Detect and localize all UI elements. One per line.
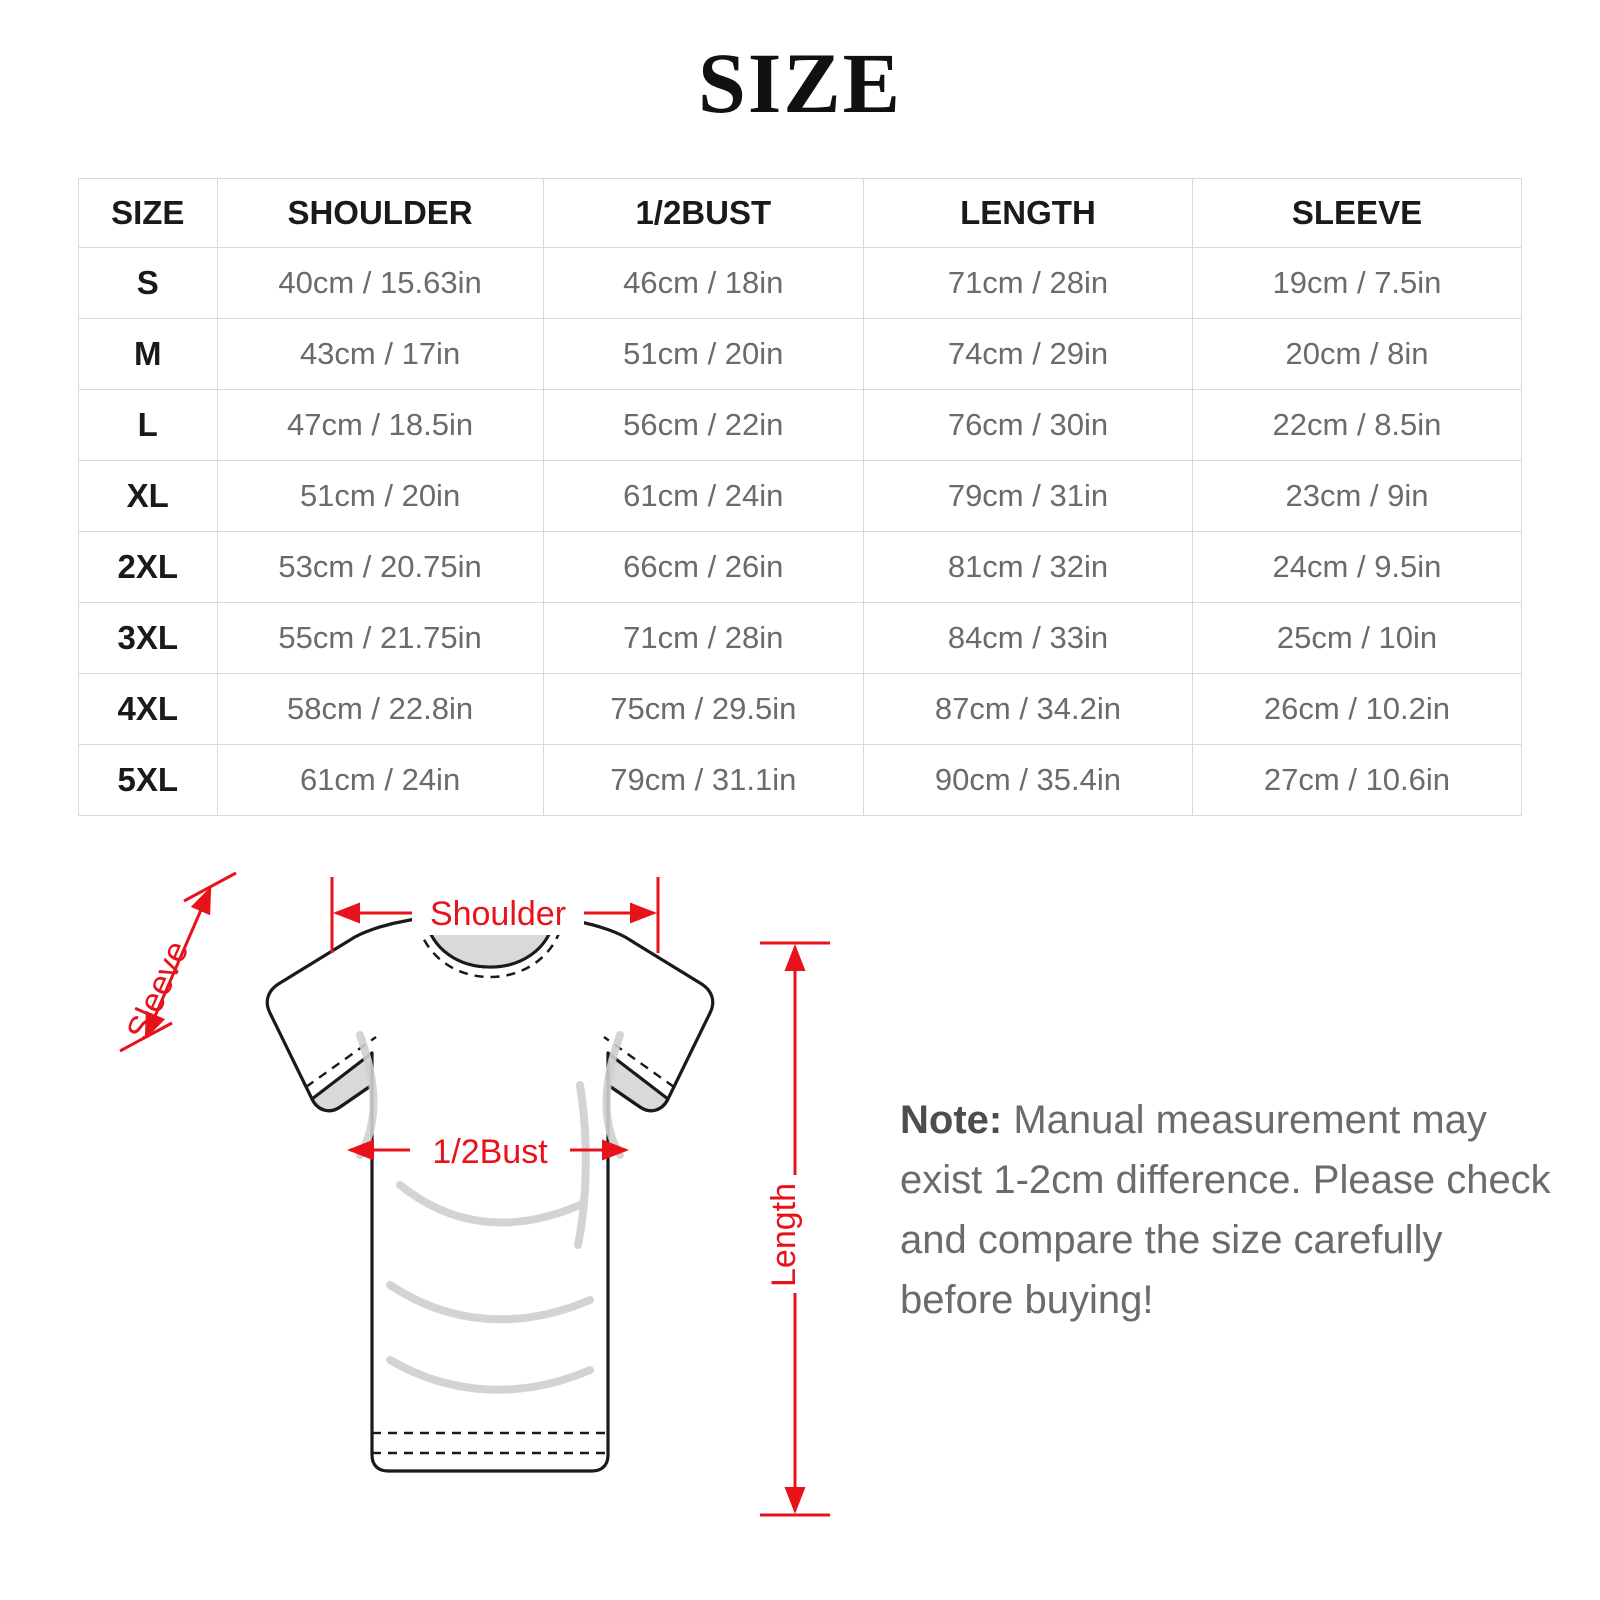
measurement-note (900, 1090, 1560, 1330)
sleeve-label: Sleeve (119, 935, 197, 1046)
cell-sleeve: 24cm / 9.5in (1192, 532, 1521, 603)
measurement-diagram (60, 855, 880, 1555)
table-row (79, 461, 1522, 532)
cell-size: 5XL (79, 745, 218, 816)
cell-bust: 46cm / 18in (543, 248, 863, 319)
cell-shoulder: 40cm / 15.63in (217, 248, 543, 319)
table-header-row (79, 179, 1522, 248)
cell-sleeve: 26cm / 10.2in (1192, 674, 1521, 745)
column-header-size: SIZE (79, 179, 218, 248)
cell-sleeve: 23cm / 9in (1192, 461, 1521, 532)
cell-size: M (79, 319, 218, 390)
cell-bust: 71cm / 28in (543, 603, 863, 674)
cell-size: XL (79, 461, 218, 532)
cell-bust: 75cm / 29.5in (543, 674, 863, 745)
cell-shoulder: 47cm / 18.5in (217, 390, 543, 461)
cell-sleeve: 20cm / 8in (1192, 319, 1521, 390)
cell-sleeve: 27cm / 10.6in (1192, 745, 1521, 816)
cell-length: 79cm / 31in (863, 461, 1192, 532)
cell-shoulder: 58cm / 22.8in (217, 674, 543, 745)
cell-sleeve: 19cm / 7.5in (1192, 248, 1521, 319)
column-header-length: LENGTH (863, 179, 1192, 248)
column-header-shoulder: SHOULDER (217, 179, 543, 248)
cell-length: 81cm / 32in (863, 532, 1192, 603)
note-text: Manual measurement may exist 1-2cm difference. Please check and compare the size carefully before buying! (900, 1098, 1551, 1322)
bust-label: 1/2Bust (432, 1133, 548, 1171)
cell-shoulder: 43cm / 17in (217, 319, 543, 390)
table-row (79, 390, 1522, 461)
length-label: Length (765, 1183, 803, 1287)
size-chart-table (78, 178, 1522, 816)
cell-bust: 61cm / 24in (543, 461, 863, 532)
shoulder-label: Shoulder (429, 895, 567, 933)
cell-shoulder: 51cm / 20in (217, 461, 543, 532)
cell-bust: 66cm / 26in (543, 532, 863, 603)
cell-length: 87cm / 34.2in (863, 674, 1192, 745)
cell-shoulder: 61cm / 24in (217, 745, 543, 816)
cell-bust: 56cm / 22in (543, 390, 863, 461)
cell-length: 90cm / 35.4in (863, 745, 1192, 816)
cell-size: S (79, 248, 218, 319)
cell-size: 2XL (79, 532, 218, 603)
cell-size: L (79, 390, 218, 461)
cell-sleeve: 22cm / 8.5in (1192, 390, 1521, 461)
cell-bust: 51cm / 20in (543, 319, 863, 390)
cell-length: 74cm / 29in (863, 319, 1192, 390)
cell-bust: 79cm / 31.1in (543, 745, 863, 816)
cell-length: 71cm / 28in (863, 248, 1192, 319)
table-row (79, 248, 1522, 319)
column-header-bust: 1/2BUST (543, 179, 863, 248)
column-header-sleeve: SLEEVE (1192, 179, 1521, 248)
cell-sleeve: 25cm / 10in (1192, 603, 1521, 674)
cell-length: 84cm / 33in (863, 603, 1192, 674)
table-row (79, 532, 1522, 603)
cell-size: 4XL (79, 674, 218, 745)
cell-length: 76cm / 30in (863, 390, 1192, 461)
table-row (79, 319, 1522, 390)
cell-shoulder: 55cm / 21.75in (217, 603, 543, 674)
size-chart-table-container (78, 178, 1522, 816)
cell-shoulder: 53cm / 20.75in (217, 532, 543, 603)
cell-size: 3XL (79, 603, 218, 674)
table-row (79, 674, 1522, 745)
table-row (79, 745, 1522, 816)
note-prefix: Note: (900, 1098, 1003, 1142)
page-title: SIZE (697, 35, 903, 131)
table-row (79, 603, 1522, 674)
